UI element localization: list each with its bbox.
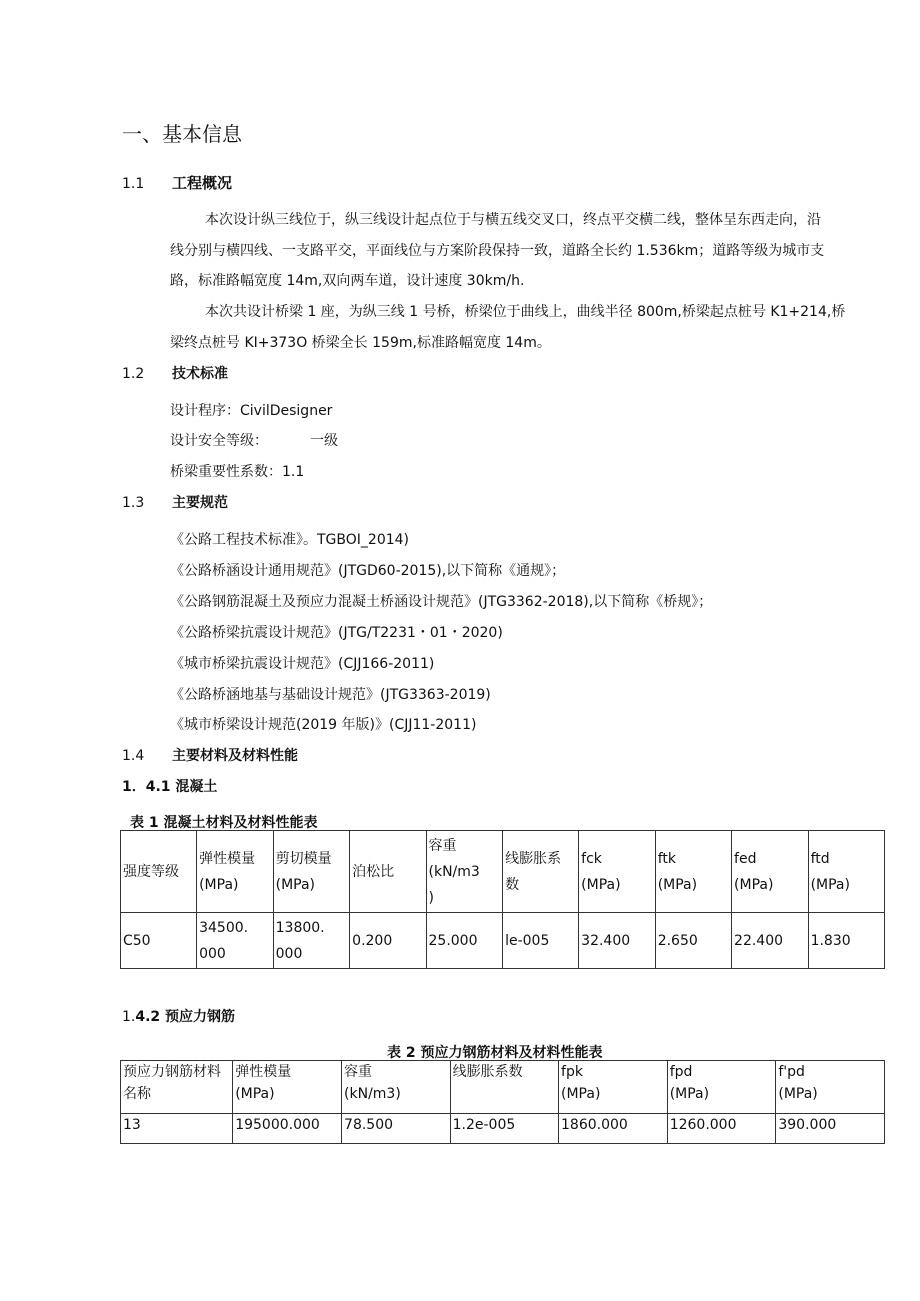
table-cell: 390.000 (776, 1114, 885, 1144)
spec-item: 《城市桥梁抗震设计规范》(CJJ166-2011) (170, 656, 435, 672)
safety-level-value: 一级 (310, 433, 338, 449)
heading-number: 1.1 (122, 176, 145, 192)
table-cell: 13800. 000 (273, 913, 350, 969)
header-cell: 容重 (kN/m3 ) (426, 831, 503, 913)
table-cell: 78.500 (342, 1114, 451, 1144)
header-cell: 线膨胀系 数 (503, 831, 579, 913)
table-cell: 13 (121, 1114, 233, 1144)
heading-1-1 (122, 172, 232, 193)
table-header-row (121, 831, 885, 913)
heading-1-4 (122, 745, 298, 765)
header-cell: 剪切模量 (MPa) (273, 831, 350, 913)
paragraph-line: 本次设计纵三线位于，纵三线设计起点位于与横五线交叉口，终点平交横二线，整体呈东西走向，沿 (205, 212, 821, 228)
table-cell: 1260.000 (667, 1114, 776, 1144)
table-cell: 22.400 (732, 913, 809, 969)
table-cell: 25.000 (426, 913, 503, 969)
table-cell: C50 (121, 913, 197, 969)
header-cell: fck (MPa) (579, 831, 656, 913)
heading-text: 工程概况 (172, 174, 233, 192)
header-cell: 预应力钢筋材料 名称 (121, 1061, 233, 1114)
subheading-prestress: 1.4.2 预应力钢筋 (122, 1009, 236, 1025)
header-cell: 容重 (kN/m3) (342, 1061, 451, 1114)
header-cell: 强度等级 (121, 831, 197, 913)
header-cell: fpk (MPa) (559, 1061, 668, 1114)
heading-text: 主要规范 (172, 495, 228, 511)
table-header-row (121, 1061, 885, 1114)
table2-caption: 表 2 预应力钢筋材料及材料性能表 (387, 1045, 603, 1061)
header-cell: fed (MPa) (732, 831, 809, 913)
table-row (121, 913, 885, 969)
header-cell: ftk (MPa) (655, 831, 731, 913)
spec-item: 《公路桥涵地基与基础设计规范》(JTG3363-2019) (170, 687, 491, 703)
paragraph-line: 本次共设计桥梁 1 座，为纵三线 1 号桥，桥梁位于曲线上，曲线半径 800m,桥梁起点桩号 K1+214,桥 (205, 304, 846, 320)
heading-text: 技术标准 (172, 366, 228, 382)
heading-number: 1.4 (122, 748, 145, 764)
header-cell: 弹性模量 (MPa) (197, 831, 274, 913)
header-cell: ftd (MPa) (808, 831, 884, 913)
spec-item: 《公路钢筋混凝土及预应力混凝土桥涵设计规范》(JTG3362-2018),以下简称《桥规》； (170, 594, 713, 610)
paragraph-line: 梁终点桩号 KI+373O 桥梁全长 159m,标准路幅宽度 14m。 (170, 335, 551, 351)
heading-number: 1.2 (122, 366, 145, 382)
heading-number: 1.3 (122, 495, 145, 511)
heading-1-2 (122, 363, 228, 383)
paragraph-line: 线分别与横四线、一支路平交，平面线位与方案阶段保持一致，道路全长约 1.536km；道路等级为城市支 (170, 243, 825, 259)
header-cell: fpd (MPa) (667, 1061, 776, 1114)
heading-1-3 (122, 492, 228, 512)
table-cell: 1.830 (808, 913, 884, 969)
header-cell: 弹性模量 (MPa) (233, 1061, 342, 1114)
header-cell: f'pd (MPa) (776, 1061, 885, 1114)
table-cell: 32.400 (579, 913, 656, 969)
spec-item: 《公路桥涵设计通用规范》(JTGD60-2015),以下简称《通规》； (170, 563, 566, 579)
table-cell: 0.200 (350, 913, 426, 969)
table-cell: 1.2e-005 (450, 1114, 558, 1144)
prestress-steel-table (120, 1060, 885, 1144)
table-cell: 1860.000 (559, 1114, 668, 1144)
table-cell: 195000.000 (233, 1114, 342, 1144)
safety-level-label: 设计安全等级： (170, 433, 268, 449)
table-cell: le-005 (503, 913, 579, 969)
design-program: 设计程序：CivilDesigner (170, 403, 333, 419)
heading-text: 主要材料及材料性能 (172, 748, 298, 764)
table-cell: 2.650 (655, 913, 731, 969)
spec-item: 《城市桥梁设计规范(2019 年版)》(CJJ11-2011) (170, 717, 477, 733)
paragraph-line: 路，标准路幅宽度 14m,双向两车道，设计速度 30km/h. (170, 273, 525, 289)
subheading-concrete: 1．4.1 混凝土 (122, 779, 218, 795)
section-title: 一、基本信息 (122, 122, 242, 146)
concrete-table (120, 830, 885, 969)
spec-item: 《公路工程技术标准》。TGBOI_2014) (170, 532, 409, 548)
table-row (121, 1114, 885, 1144)
importance-factor: 桥梁重要性系数：1.1 (170, 464, 305, 480)
spec-item: 《公路桥梁抗震设计规范》(JTG/T2231・01・2020) (170, 625, 503, 641)
table-cell: 34500. 000 (197, 913, 274, 969)
table1-caption: 表 1 混凝土材料及材料性能表 (130, 815, 318, 831)
header-cell: 线膨胀系数 (450, 1061, 558, 1114)
header-cell: 泊松比 (350, 831, 426, 913)
